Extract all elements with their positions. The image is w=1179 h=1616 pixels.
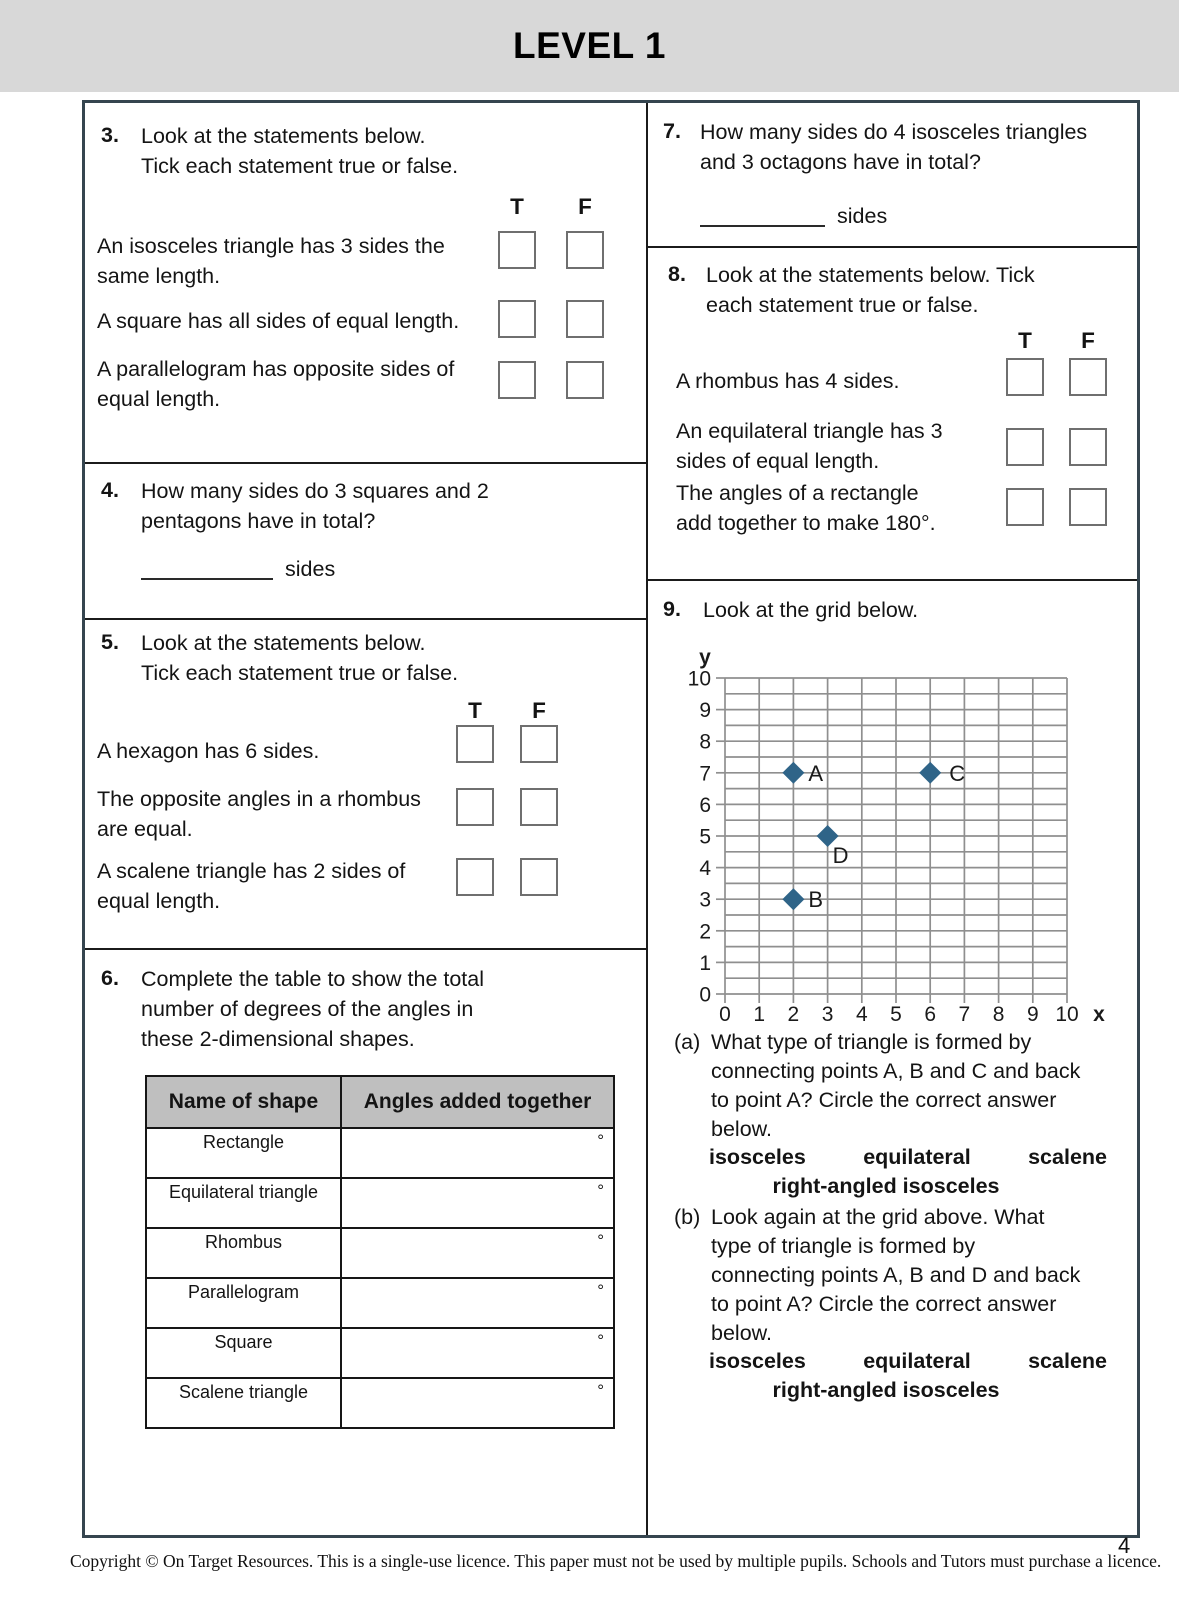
angles-answer-cell[interactable] [341,1178,614,1228]
statement-text: equal length. [97,889,221,913]
table-row [146,1128,614,1178]
statement-text: sides of equal length. [676,449,880,473]
page-number: 4 [1118,1533,1131,1558]
checkbox-true[interactable] [1006,428,1044,466]
x-tick-label: 9 [1026,1003,1039,1026]
table-row [146,1328,614,1378]
option-equilateral[interactable]: equilateral [863,1349,971,1373]
statement-text: equal length. [97,387,221,411]
point-a-label: A [808,760,824,786]
question-9 [648,581,1137,1535]
checkbox-false[interactable] [1069,358,1107,396]
shape-name-cell: Rectangle [146,1128,341,1178]
table-row [146,1278,614,1328]
question-prompt: How many sides do 4 isosceles triangles [700,120,1088,144]
y-axis-label: y [699,646,711,669]
answer-suffix: sides [285,557,336,581]
statement-text: are equal. [97,817,193,841]
x-tick-label: 1 [753,1003,766,1026]
answer-suffix: sides [837,204,888,228]
question-4 [85,464,646,620]
degree-symbol: ° [597,1181,604,1200]
statement-text: The angles of a rectangle [676,481,919,505]
part-a-label: (a) [674,1030,701,1054]
table-row [146,1378,614,1428]
question-prompt: Tick each statement true or false. [141,661,459,685]
question-3 [85,103,646,464]
degree-symbol: ° [597,1381,604,1400]
false-column-header: F [578,194,592,219]
x-tick-label: 8 [992,1003,1005,1026]
left-column [85,103,646,1535]
checkbox-false[interactable] [520,788,558,826]
degree-symbol: ° [597,1231,604,1250]
x-tick-label: 3 [821,1003,834,1026]
x-tick-label: 10 [1055,1003,1079,1026]
point-c-marker [919,762,941,784]
true-column-header: T [468,698,482,723]
worksheet-frame [82,100,1140,1538]
statement-text: A scalene triangle has 2 sides of [97,859,406,883]
option-equilateral[interactable]: equilateral [863,1145,971,1169]
part-b-text: connecting points A, B and D and back [711,1263,1081,1287]
point-a-marker [782,762,804,784]
answer-line [700,203,887,229]
angles-answer-cell[interactable] [341,1128,614,1178]
option-scalene[interactable]: scalene [1028,1349,1107,1373]
checkbox-true[interactable] [1006,358,1044,396]
degree-symbol: ° [597,1131,604,1150]
y-tick-label: 7 [699,762,711,786]
statement-text: A rhombus has 4 sides. [676,369,900,393]
y-tick-label: 9 [699,699,711,723]
part-b-text: Look again at the grid above. What [711,1205,1045,1229]
false-column-header: F [1081,328,1095,353]
question-number: 9. [663,597,681,621]
part-b-text: below. [711,1321,772,1345]
checkbox-false[interactable] [1069,428,1107,466]
y-tick-label: 3 [699,888,711,912]
answer-blank[interactable] [141,556,273,580]
shape-name-cell: Equilateral triangle [146,1178,341,1228]
checkbox-false[interactable] [566,300,604,338]
y-tick-label: 8 [699,730,711,754]
statement-text: add together to make 180°. [676,511,936,535]
question-prompt: Look at the statements below. Tick [706,263,1035,287]
checkbox-false[interactable] [520,858,558,896]
checkbox-true[interactable] [498,361,536,399]
angles-answer-cell[interactable] [341,1378,614,1428]
part-b-text: to point A? Circle the correct answer [711,1292,1057,1316]
y-tick-label: 6 [699,793,711,817]
angles-answer-cell[interactable] [341,1228,614,1278]
point-b-marker [782,888,804,910]
shape-name-cell: Parallelogram [146,1278,341,1328]
statement-text: A parallelogram has opposite sides of [97,357,455,381]
question-number: 8. [668,262,686,286]
shape-name-cell: Scalene triangle [146,1378,341,1428]
degree-symbol: ° [597,1331,604,1350]
right-column [646,103,1137,1535]
option-right-angled-isosceles[interactable]: right-angled isosceles [772,1174,1000,1198]
shape-name-cell: Square [146,1328,341,1378]
question-8 [648,248,1137,581]
part-a-options [709,1145,1107,1170]
y-tick-label: 4 [699,857,711,881]
part-b-text: type of triangle is formed by [711,1234,976,1258]
question-prompt: Look at the grid below. [703,598,919,622]
statement-text: A hexagon has 6 sides. [97,739,320,763]
point-b-label: B [808,887,824,913]
x-tick-label: 2 [787,1003,800,1026]
x-tick-label: 6 [924,1003,937,1026]
answer-line [141,556,335,582]
part-b-options [709,1349,1107,1374]
part-a-text: What type of triangle is formed by [711,1030,1032,1054]
checkbox-true[interactable] [456,788,494,826]
question-prompt: Complete the table to show the total [141,967,485,991]
x-axis-label: x [1093,1003,1105,1026]
angles-table [145,1075,615,1429]
question-number: 7. [663,119,681,143]
y-tick-label: 10 [687,667,711,691]
part-a-text: below. [711,1117,772,1141]
question-prompt: number of degrees of the angles in [141,997,474,1021]
question-7 [648,103,1137,248]
question-6 [85,950,646,1535]
y-tick-label: 2 [699,920,711,944]
grid-svg [678,641,1148,1041]
statement-text: The opposite angles in a rhombus [97,787,421,811]
question-number: 3. [101,123,119,147]
option-right-angled-isosceles[interactable]: right-angled isosceles [772,1378,1000,1402]
true-column-header: T [1018,328,1032,353]
question-prompt: these 2-dimensional shapes. [141,1027,415,1051]
question-number: 6. [101,966,119,990]
statement-text: An isosceles triangle has 3 sides the [97,234,445,258]
shape-name-cell: Rhombus [146,1228,341,1278]
question-prompt: Tick each statement true or false. [141,154,459,178]
point-c-label: C [949,760,966,786]
checkbox-true[interactable] [1006,488,1044,526]
checkbox-false[interactable] [566,361,604,399]
angles-answer-cell[interactable] [341,1278,614,1328]
statement-text: An equilateral triangle has 3 [676,419,943,443]
table-row [146,1178,614,1228]
question-prompt: and 3 octagons have in total? [700,150,981,174]
question-5 [85,620,646,950]
angles-answer-cell[interactable] [341,1328,614,1378]
table-header-angles: Angles added together [341,1076,614,1128]
question-number: 4. [101,478,119,502]
statement-text: same length. [97,264,221,288]
question-prompt: each statement true or false. [706,293,979,317]
copyright-footer: Copyright © On Target Resources. This is a single-use licence. This paper must not be used by multiple pupils. Schools and Tutors must purchase a licence. [70,1551,1162,1571]
answer-blank[interactable] [700,203,825,227]
level-banner [0,0,1179,92]
y-tick-label: 0 [699,983,711,1007]
page-title: LEVEL 1 [513,25,666,66]
checkbox-false[interactable] [1069,488,1107,526]
point-d-label: D [832,843,849,868]
table-header-shape: Name of shape [146,1076,341,1128]
checkbox-true[interactable] [456,725,494,763]
table-row [146,1228,614,1278]
part-b-label: (b) [674,1205,701,1229]
x-tick-label: 0 [719,1003,731,1026]
coordinate-grid [678,641,1148,1041]
checkbox-true[interactable] [456,858,494,896]
option-scalene[interactable]: scalene [1028,1145,1107,1169]
x-tick-label: 4 [855,1003,868,1026]
false-column-header: F [532,698,546,723]
question-prompt: Look at the statements below. [141,124,426,148]
checkbox-true[interactable] [498,231,536,269]
part-a-text: to point A? Circle the correct answer [711,1088,1057,1112]
y-tick-label: 5 [699,825,711,849]
part-a-text: connecting points A, B and C and back [711,1059,1081,1083]
x-tick-label: 7 [958,1003,971,1026]
checkbox-true[interactable] [498,300,536,338]
option-isosceles[interactable]: isosceles [709,1145,806,1169]
true-column-header: T [510,194,524,219]
statement-text: A square has all sides of equal length. [97,309,460,333]
question-prompt: Look at the statements below. [141,631,426,655]
checkbox-false[interactable] [566,231,604,269]
x-tick-label: 5 [890,1003,902,1026]
y-tick-label: 1 [699,951,711,975]
option-isosceles[interactable]: isosceles [709,1349,806,1373]
degree-symbol: ° [597,1281,604,1300]
checkbox-false[interactable] [520,725,558,763]
question-prompt: pentagons have in total? [141,509,376,533]
question-number: 5. [101,630,119,654]
question-prompt: How many sides do 3 squares and 2 [141,479,489,503]
